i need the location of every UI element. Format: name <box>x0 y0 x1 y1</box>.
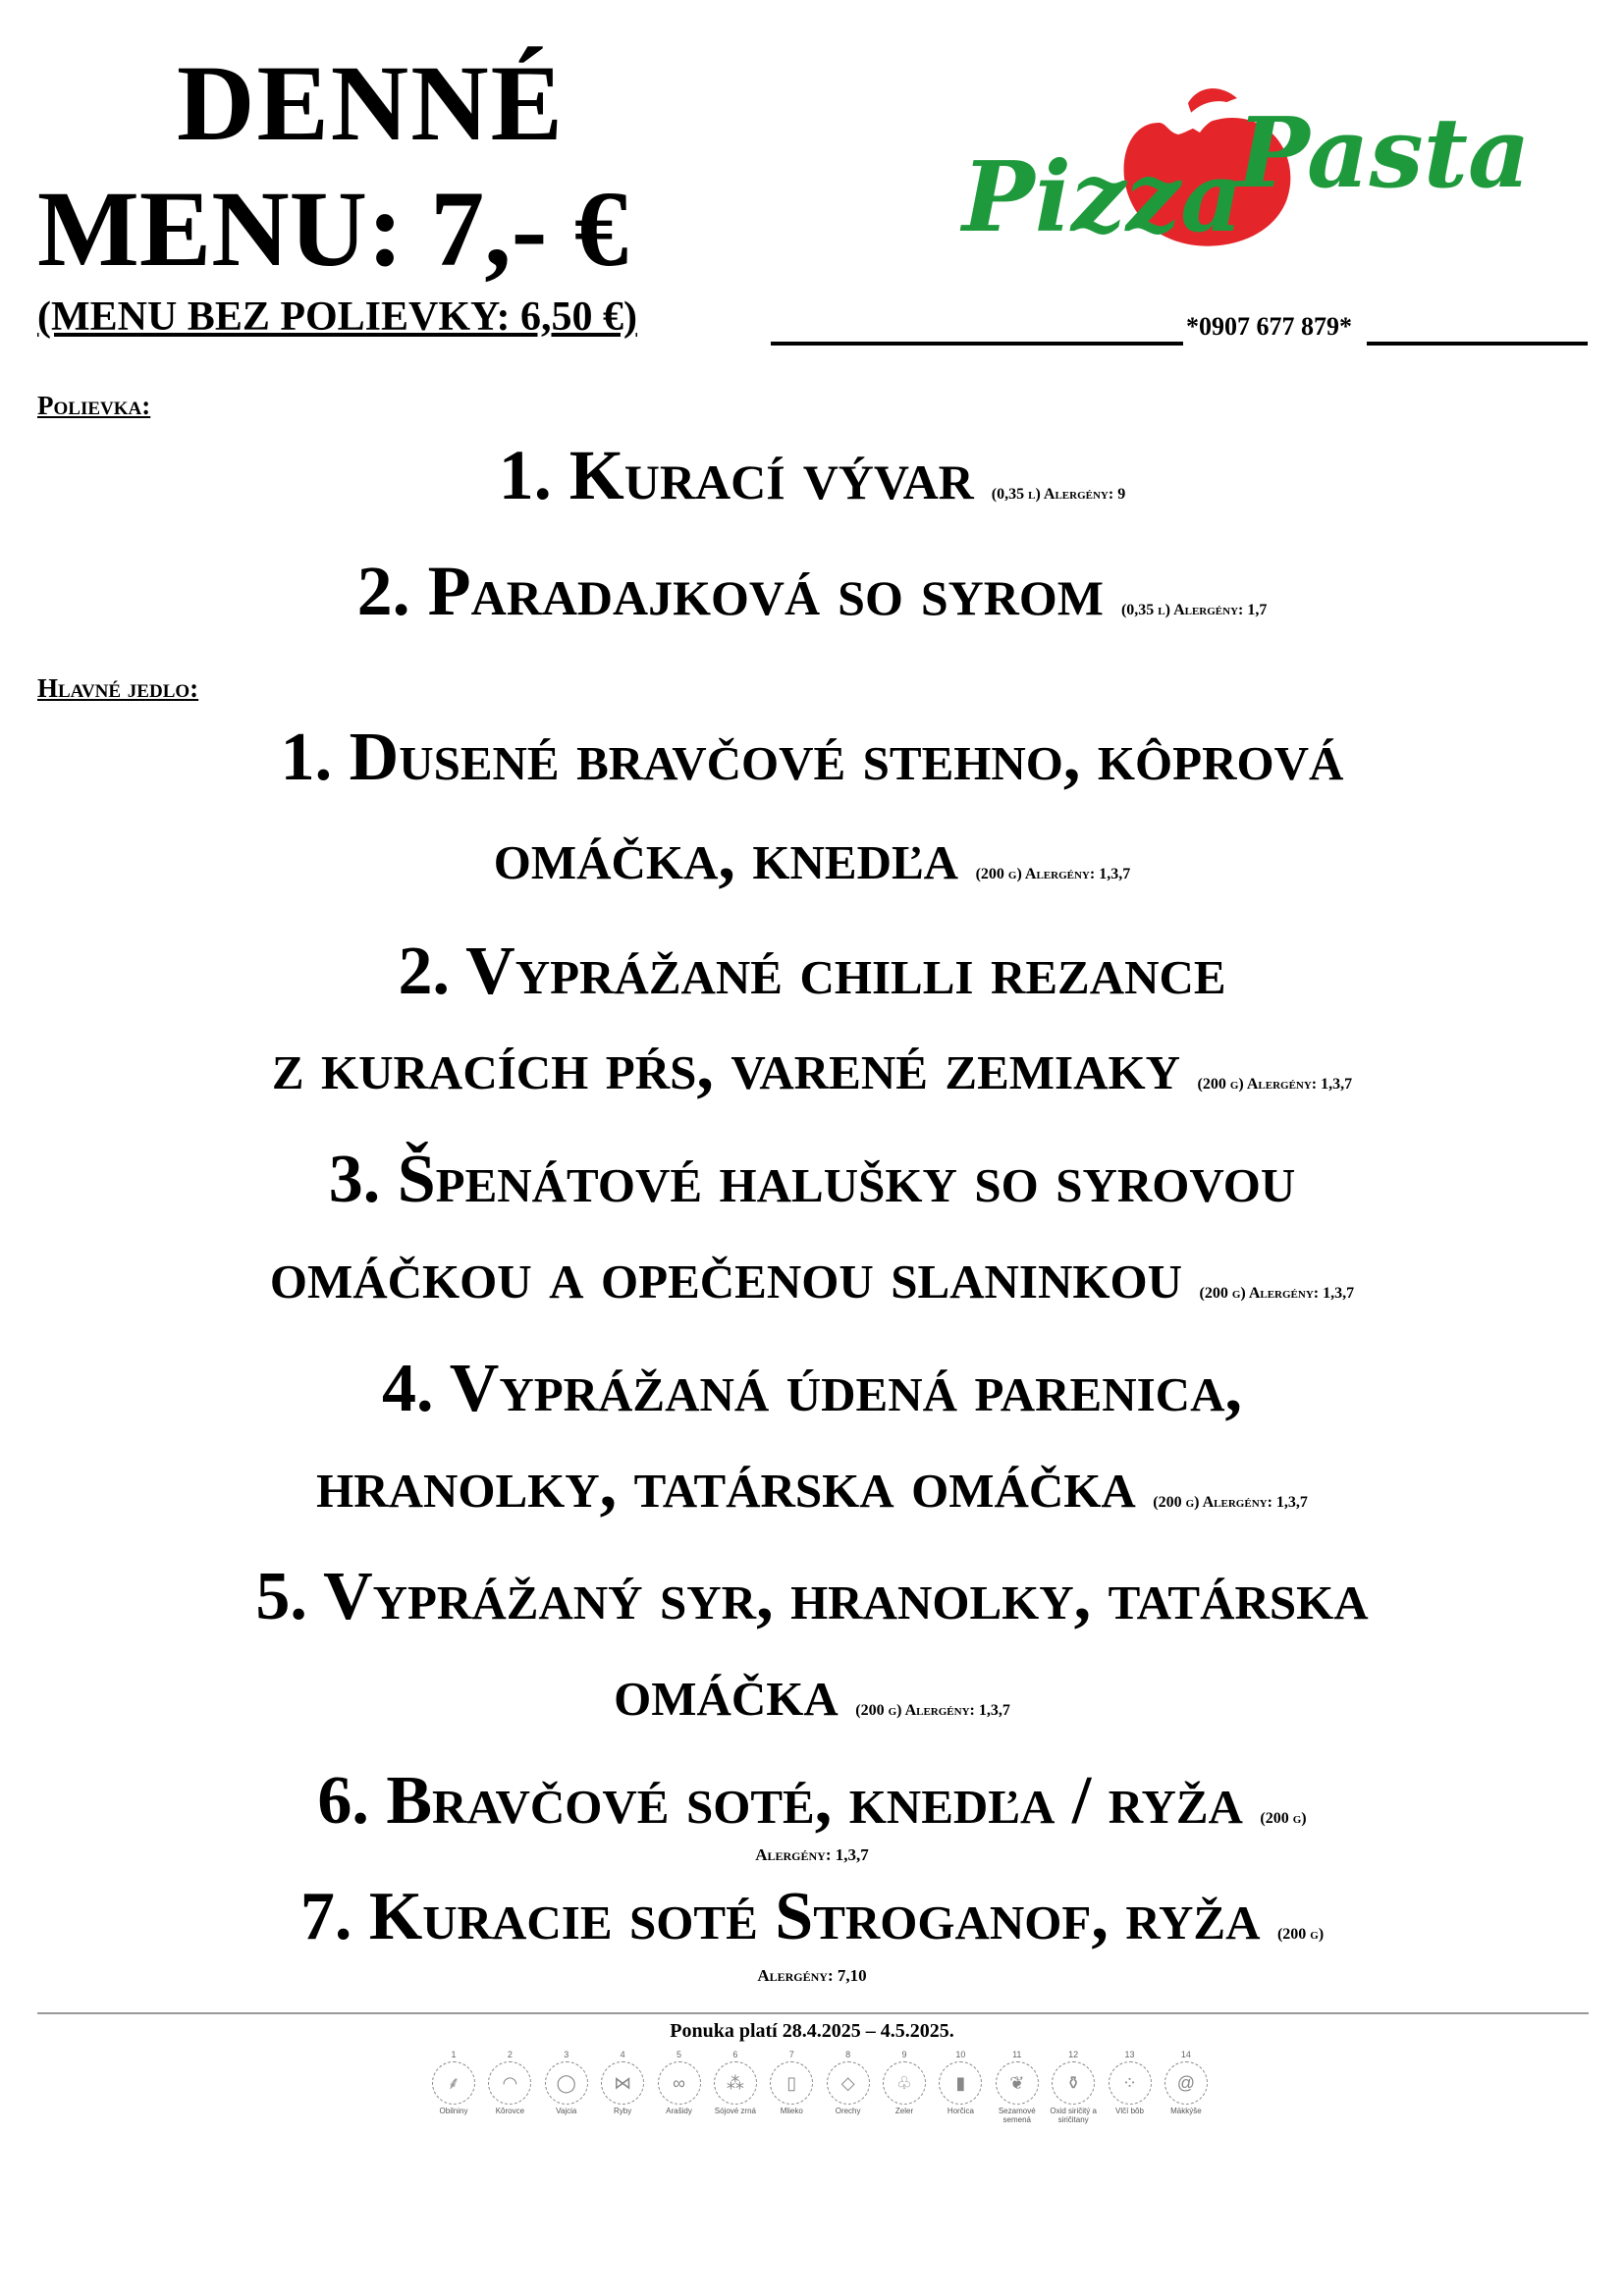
main-item-2-line2-text: z kuracích pŕs, varené zemiaky <box>271 1029 1181 1104</box>
footer-divider <box>37 2012 1589 2014</box>
allergen-7: 7 ▯ Mlieko <box>765 2050 818 2128</box>
main-item-7-weight: (200 g) <box>1276 1926 1325 1943</box>
offer-validity: Ponuka platí 28.4.2025 – 4.5.2025. <box>670 2020 954 2042</box>
allergen-9: 9 ♧ Zeler <box>878 2050 931 2128</box>
allergen-1: 1 ⸙ Obilniny <box>427 2050 480 2128</box>
egg-icon: ◯ <box>545 2061 588 2105</box>
main-item-2-line1: 2. Vyprážané chilli rezance <box>398 934 1226 1009</box>
soup-item-2 <box>0 552 1624 630</box>
lupin-icon: ⁘ <box>1109 2061 1152 2105</box>
allergen-14: 14 @ Mäkkýše <box>1160 2050 1213 2128</box>
sesame-icon: ❦ <box>996 2061 1039 2105</box>
main-item-3-line2-text: omáčkou a opečenou slaninkou <box>269 1238 1182 1313</box>
main-item-5-note: (200 g) Alergény: 1,3,7 <box>855 1702 1010 1719</box>
allergen-5: 5 ∞ Arašidy <box>653 2050 706 2128</box>
main-item-5-line2 <box>0 1655 1624 1731</box>
allergen-10: 10 ▮ Horčica <box>934 2050 987 2128</box>
main-item-1-line1: 1. Dusené bravčové stehno, kôprová <box>280 720 1344 795</box>
soup-item-1-note: (0,35 l) Alergény: 9 <box>991 486 1126 503</box>
main-item-7-allergens: Alergény: 7,10 <box>757 1966 867 1985</box>
main-item-1-line2-text: omáčka, knedľa <box>493 819 959 894</box>
main-item-6-name: 6. Bravčové soté, knedľa / ryža <box>317 1763 1243 1839</box>
main-item-7 <box>0 1879 1624 1954</box>
main-heading: Hlavné jedlo: <box>37 673 199 703</box>
sulphite-icon: ⚱ <box>1052 2061 1095 2105</box>
celery-icon: ♧ <box>883 2061 926 2105</box>
allergen-3: 3 ◯ Vajcia <box>540 2050 593 2128</box>
allergen-12: 12 ⚱ Oxid siričitý a siričitany <box>1050 2050 1097 2124</box>
main-item-7-name: 7. Kuracie soté Stroganof, ryža <box>299 1879 1261 1954</box>
allergen-11: 11 ❦ Sezamové semená <box>991 2050 1044 2128</box>
main-item-4-line2-text: hranolky, tatárska omáčka <box>316 1447 1136 1522</box>
soup-item-2-name: 2. Paradajková so syrom <box>356 552 1104 630</box>
soy-icon: ⁂ <box>714 2061 757 2105</box>
pizza-pasta-logo <box>943 64 1571 270</box>
main-item-3-line1: 3. Špenátové halušky so syrovou <box>328 1142 1296 1217</box>
main-item-1-note: (200 g) Alergény: 1,3,7 <box>975 866 1131 882</box>
soup-item-2-note: (0,35 l) Alergény: 1,7 <box>1120 602 1268 618</box>
milk-icon: ▯ <box>770 2061 813 2105</box>
mollusc-icon: @ <box>1164 2061 1208 2105</box>
logo-word-pizza: Pizza <box>962 141 1243 254</box>
main-item-6-allergens: Alergény: 1,3,7 <box>755 1845 869 1864</box>
allergen-8: 8 ◇ Orechy <box>822 2050 875 2128</box>
peanut-icon: ∞ <box>658 2061 701 2105</box>
allergen-6: 6 ⁂ Sójové zrná <box>714 2050 756 2115</box>
main-item-3-note: (200 g) Alergény: 1,3,7 <box>1199 1285 1355 1302</box>
main-item-2-note: (200 g) Alergény: 1,3,7 <box>1197 1076 1353 1093</box>
main-item-5-line1: 5. Vyprážaný syr, hranolky, tatárska <box>255 1559 1369 1634</box>
main-item-2-line2 <box>0 1029 1624 1104</box>
phone-number: *0907 677 879* <box>1186 312 1352 341</box>
main-item-3-line2 <box>0 1238 1624 1313</box>
logo-word-pasta: Pasta <box>1237 97 1531 210</box>
soup-item-1-name: 1. Kurací vývar <box>498 436 974 514</box>
soup-item-1 <box>0 436 1624 514</box>
allergen-13: 13 ⁘ Vlčí bôb <box>1104 2050 1157 2128</box>
main-item-6-weight: (200 g) <box>1260 1810 1307 1827</box>
menu-title-price: MENU: 7,- € <box>37 169 628 289</box>
main-item-5-line2-text: omáčka <box>614 1655 839 1731</box>
main-item-4-line2 <box>0 1447 1624 1522</box>
menu-title-line1: DENNÉ <box>177 43 566 163</box>
nut-icon: ◇ <box>827 2061 870 2105</box>
grain-icon: ⸙ <box>432 2061 475 2105</box>
main-item-6 <box>0 1763 1624 1839</box>
header-rule <box>771 342 1183 346</box>
mustard-icon: ▮ <box>939 2061 982 2105</box>
shrimp-icon: ◠ <box>488 2061 531 2105</box>
allergen-legend <box>427 2050 1213 2128</box>
header-rule-right <box>1367 342 1588 346</box>
allergen-4: 4 ⋈ Ryby <box>596 2050 649 2128</box>
allergen-2: 2 ◠ Kôrovce <box>483 2050 536 2128</box>
menu-without-soup-price: (MENU BEZ POLIEVKY: 6,50 €) <box>37 294 637 340</box>
fish-icon: ⋈ <box>601 2061 644 2105</box>
main-item-1-line2 <box>0 819 1624 894</box>
main-item-4-note: (200 g) Alergény: 1,3,7 <box>1153 1494 1308 1511</box>
main-item-4-line1: 4. Vyprážaná údená parenica, <box>382 1351 1242 1426</box>
soup-heading: Polievka: <box>37 391 151 420</box>
